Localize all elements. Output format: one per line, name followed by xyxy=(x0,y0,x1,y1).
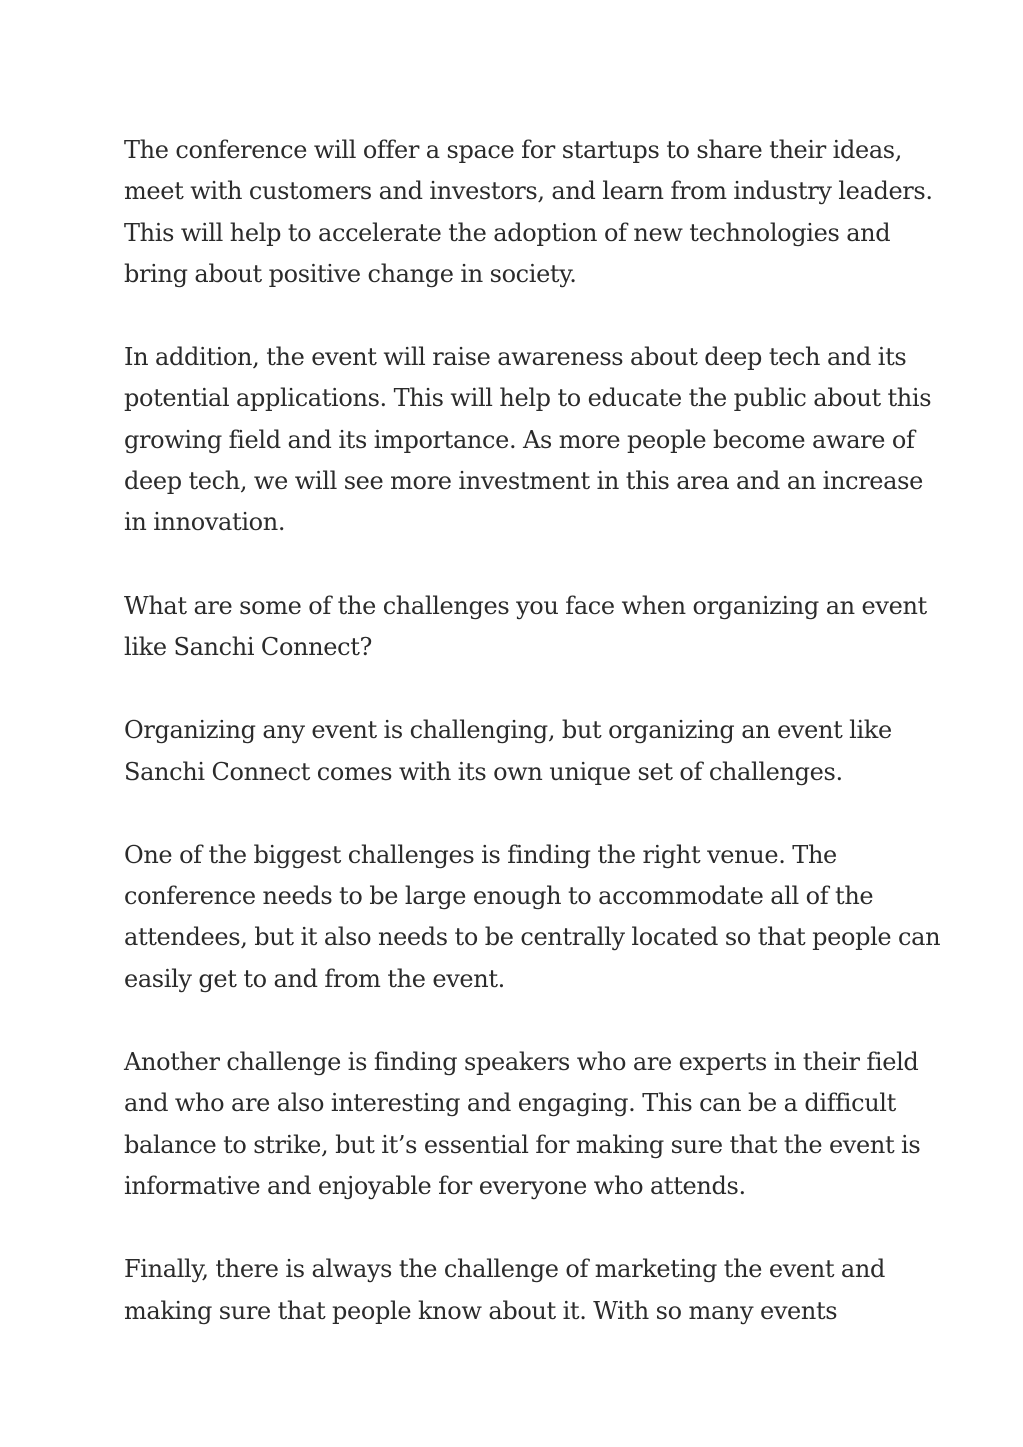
text-line: balance to strike, but it’s essential for making sure that the event is xyxy=(124,1130,921,1159)
text-line: What are some of the challenges you face when organizing an event xyxy=(124,591,927,620)
text-line: conference needs to be large enough to accommodate all of the xyxy=(124,882,874,911)
article-body xyxy=(124,130,941,1374)
text-line: growing field and its importance. As more people become aware of xyxy=(124,425,915,454)
text-line: This will help to accelerate the adoption of new technologies and xyxy=(124,218,891,247)
text-line: bring about positive change in society. xyxy=(124,259,577,288)
text-line: potential applications. This will help to educate the public about this xyxy=(124,384,932,413)
text-line: easily get to and from the event. xyxy=(124,964,505,993)
text-line: Finally, there is always the challenge of marketing the event and xyxy=(124,1255,886,1284)
text-line: and who are also interesting and engaging. This can be a difficult xyxy=(124,1089,896,1118)
text-line: in innovation. xyxy=(124,508,286,537)
text-line: informative and enjoyable for everyone who attends. xyxy=(124,1171,746,1200)
text-line: The conference will offer a space for startups to share their ideas, xyxy=(124,136,903,164)
text-line: attendees, but it also needs to be centrally located so that people can xyxy=(124,923,941,952)
text-line: meet with customers and investors, and learn from industry leaders. xyxy=(124,177,933,206)
paragraph-speakers xyxy=(124,1042,921,1207)
text-line: Another challenge is finding speakers who are experts in their field xyxy=(124,1048,919,1077)
text-line: In addition, the event will raise awareness about deep tech and its xyxy=(124,343,907,372)
text-line: One of the biggest challenges is finding the right venue. The xyxy=(124,840,837,869)
text-line: Sanchi Connect comes with its own unique set of challenges. xyxy=(124,757,843,786)
text-line: like Sanchi Connect? xyxy=(124,632,373,661)
paragraph-awareness xyxy=(124,337,932,543)
paragraph-startup-space xyxy=(124,130,933,295)
paragraph-question xyxy=(124,586,927,669)
text-line: Organizing any event is challenging, but organizing an event like xyxy=(124,716,892,745)
paragraph-venue xyxy=(124,835,941,1000)
paragraph-challenges-intro xyxy=(124,710,914,793)
text-line: deep tech, we will see more investment in this area and an increase xyxy=(124,467,923,496)
text-line: making sure that people know about it. With so many events xyxy=(124,1296,838,1325)
paragraph-marketing xyxy=(124,1249,914,1332)
